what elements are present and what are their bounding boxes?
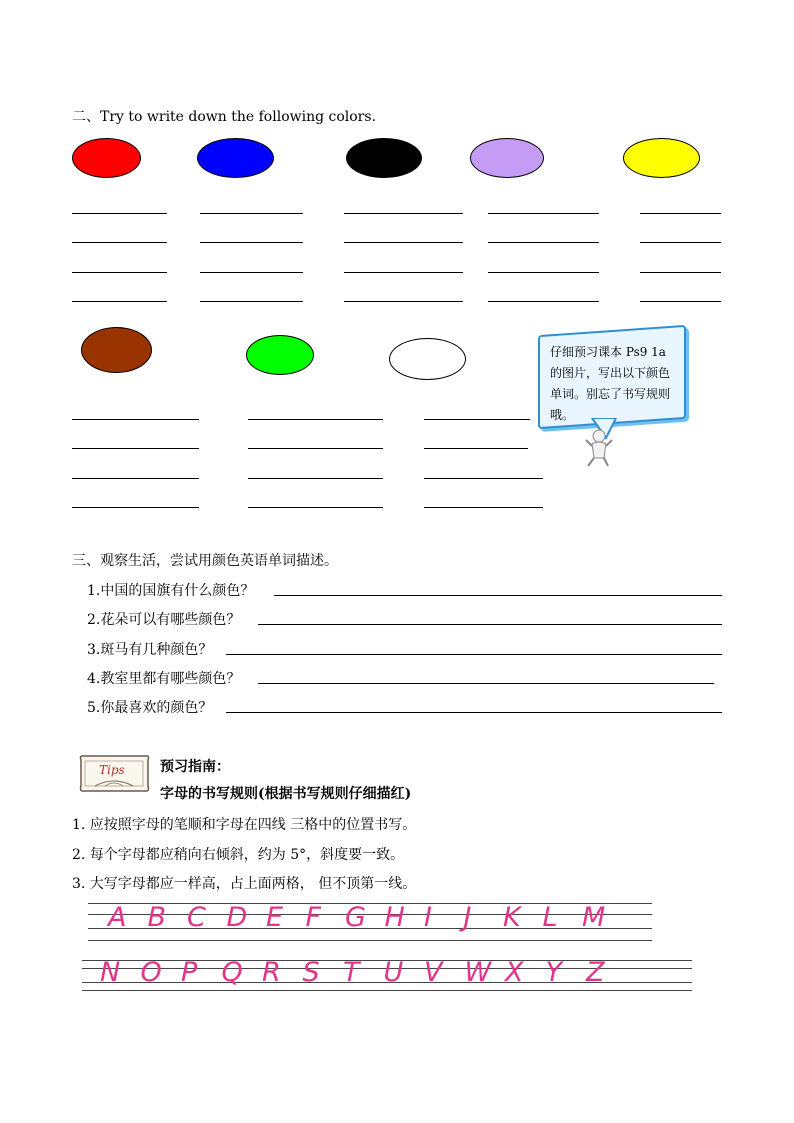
guide-subtitle: 字母的书写规则(根据书写规则仔细描红) bbox=[160, 786, 412, 802]
letter-k: K bbox=[503, 902, 521, 933]
grid2-line-4 bbox=[82, 990, 692, 991]
letter-r: R bbox=[262, 957, 281, 988]
letter-h: H bbox=[384, 902, 405, 933]
letter-a: A bbox=[108, 902, 127, 933]
writing-line[interactable] bbox=[72, 478, 199, 479]
letter-x: X bbox=[505, 957, 524, 988]
writing-line[interactable] bbox=[424, 448, 528, 449]
section-3-heading: 三、观察生活，尝试用颜色英语单词描述。 bbox=[72, 553, 338, 569]
question-2: 2.花朵可以有哪些颜色？ bbox=[87, 612, 241, 628]
letter-q: Q bbox=[221, 957, 243, 988]
letter-t: T bbox=[343, 957, 360, 988]
writing-line[interactable] bbox=[488, 213, 599, 214]
letter-g: G bbox=[345, 902, 366, 933]
answer-line-2[interactable] bbox=[258, 624, 722, 625]
writing-line[interactable] bbox=[248, 507, 383, 508]
letter-y: Y bbox=[545, 957, 562, 988]
writing-line[interactable] bbox=[72, 213, 167, 214]
letter-e: E bbox=[266, 902, 284, 933]
yellow-oval bbox=[623, 138, 700, 178]
writing-line[interactable] bbox=[640, 301, 721, 302]
rule-3: 3. 大写字母都应一样高，占上面两格， 但不顶第一线。 bbox=[72, 876, 417, 892]
writing-line[interactable] bbox=[248, 478, 383, 479]
writing-line[interactable] bbox=[200, 272, 303, 273]
alphabet-row-2 bbox=[100, 957, 627, 988]
letter-d: D bbox=[226, 902, 248, 933]
writing-line[interactable] bbox=[424, 507, 543, 508]
answer-line-4[interactable] bbox=[258, 683, 714, 684]
writing-line[interactable] bbox=[72, 507, 199, 508]
writing-line[interactable] bbox=[344, 272, 463, 273]
writing-line[interactable] bbox=[200, 213, 303, 214]
writing-line[interactable] bbox=[248, 419, 383, 420]
letter-p: P bbox=[181, 957, 198, 988]
red-oval bbox=[72, 138, 141, 178]
answer-line-1[interactable] bbox=[274, 595, 722, 596]
letter-u: U bbox=[383, 957, 404, 988]
writing-line[interactable] bbox=[72, 301, 167, 302]
question-5: 5.你最喜欢的颜色？ bbox=[87, 700, 213, 716]
letter-s: S bbox=[302, 957, 320, 988]
rule-2: 2. 每个字母都应稍向右倾斜，约为 5°，斜度要一致。 bbox=[72, 847, 405, 863]
answer-line-5[interactable] bbox=[226, 712, 722, 713]
brown-oval bbox=[81, 327, 152, 373]
tips-badge-label: Tips bbox=[99, 763, 125, 777]
question-4: 4.教室里都有哪些颜色？ bbox=[87, 671, 241, 687]
writing-line[interactable] bbox=[72, 242, 167, 243]
letter-l: L bbox=[542, 902, 558, 933]
writing-line[interactable] bbox=[248, 448, 383, 449]
writing-line[interactable] bbox=[488, 272, 599, 273]
writing-line[interactable] bbox=[424, 478, 543, 479]
writing-line[interactable] bbox=[344, 301, 463, 302]
purple-oval bbox=[470, 138, 544, 178]
writing-line[interactable] bbox=[488, 242, 599, 243]
guide-title: 预习指南： bbox=[160, 759, 230, 775]
rule-1: 1. 应按照字母的笔顺和字母在四线 三格中的位置书写。 bbox=[72, 817, 417, 833]
letter-j: J bbox=[463, 902, 472, 933]
writing-line[interactable] bbox=[640, 242, 721, 243]
white-oval bbox=[389, 338, 466, 380]
answer-line-3[interactable] bbox=[226, 654, 722, 655]
writing-line[interactable] bbox=[640, 272, 721, 273]
writing-line[interactable] bbox=[72, 272, 167, 273]
writing-line[interactable] bbox=[640, 213, 721, 214]
letter-v: V bbox=[424, 957, 443, 988]
letter-f: F bbox=[305, 902, 322, 933]
section-2-heading: 二、Try to write down the following colors. bbox=[72, 109, 377, 125]
blue-oval bbox=[197, 138, 274, 178]
black-oval bbox=[346, 138, 422, 178]
letter-z: Z bbox=[586, 957, 605, 988]
tip-text: 仔细预习课本 Ps9 1a 的图片，写出以下颜色单词。别忘了书写规则哦。 bbox=[550, 345, 671, 422]
letter-i: I bbox=[424, 902, 432, 933]
writing-line[interactable] bbox=[200, 242, 303, 243]
writing-line[interactable] bbox=[72, 448, 199, 449]
writing-line[interactable] bbox=[344, 213, 463, 214]
writing-line[interactable] bbox=[72, 419, 199, 420]
writing-line[interactable] bbox=[200, 301, 303, 302]
figure-icon bbox=[582, 428, 616, 468]
question-3: 3.斑马有几种颜色？ bbox=[87, 642, 213, 658]
alphabet-row-1 bbox=[108, 902, 622, 933]
question-1: 1.中国的国旗有什么颜色？ bbox=[87, 583, 255, 599]
letter-w: W bbox=[464, 957, 492, 988]
letter-o: O bbox=[140, 957, 162, 988]
letter-m: M bbox=[582, 902, 606, 933]
writing-line[interactable] bbox=[424, 419, 530, 420]
grid1-line-4 bbox=[88, 940, 652, 941]
green-oval bbox=[246, 335, 314, 375]
writing-line[interactable] bbox=[344, 242, 463, 243]
letter-c: C bbox=[187, 902, 206, 933]
letter-n: N bbox=[100, 957, 121, 988]
letter-b: B bbox=[147, 902, 167, 933]
writing-line[interactable] bbox=[488, 301, 599, 302]
